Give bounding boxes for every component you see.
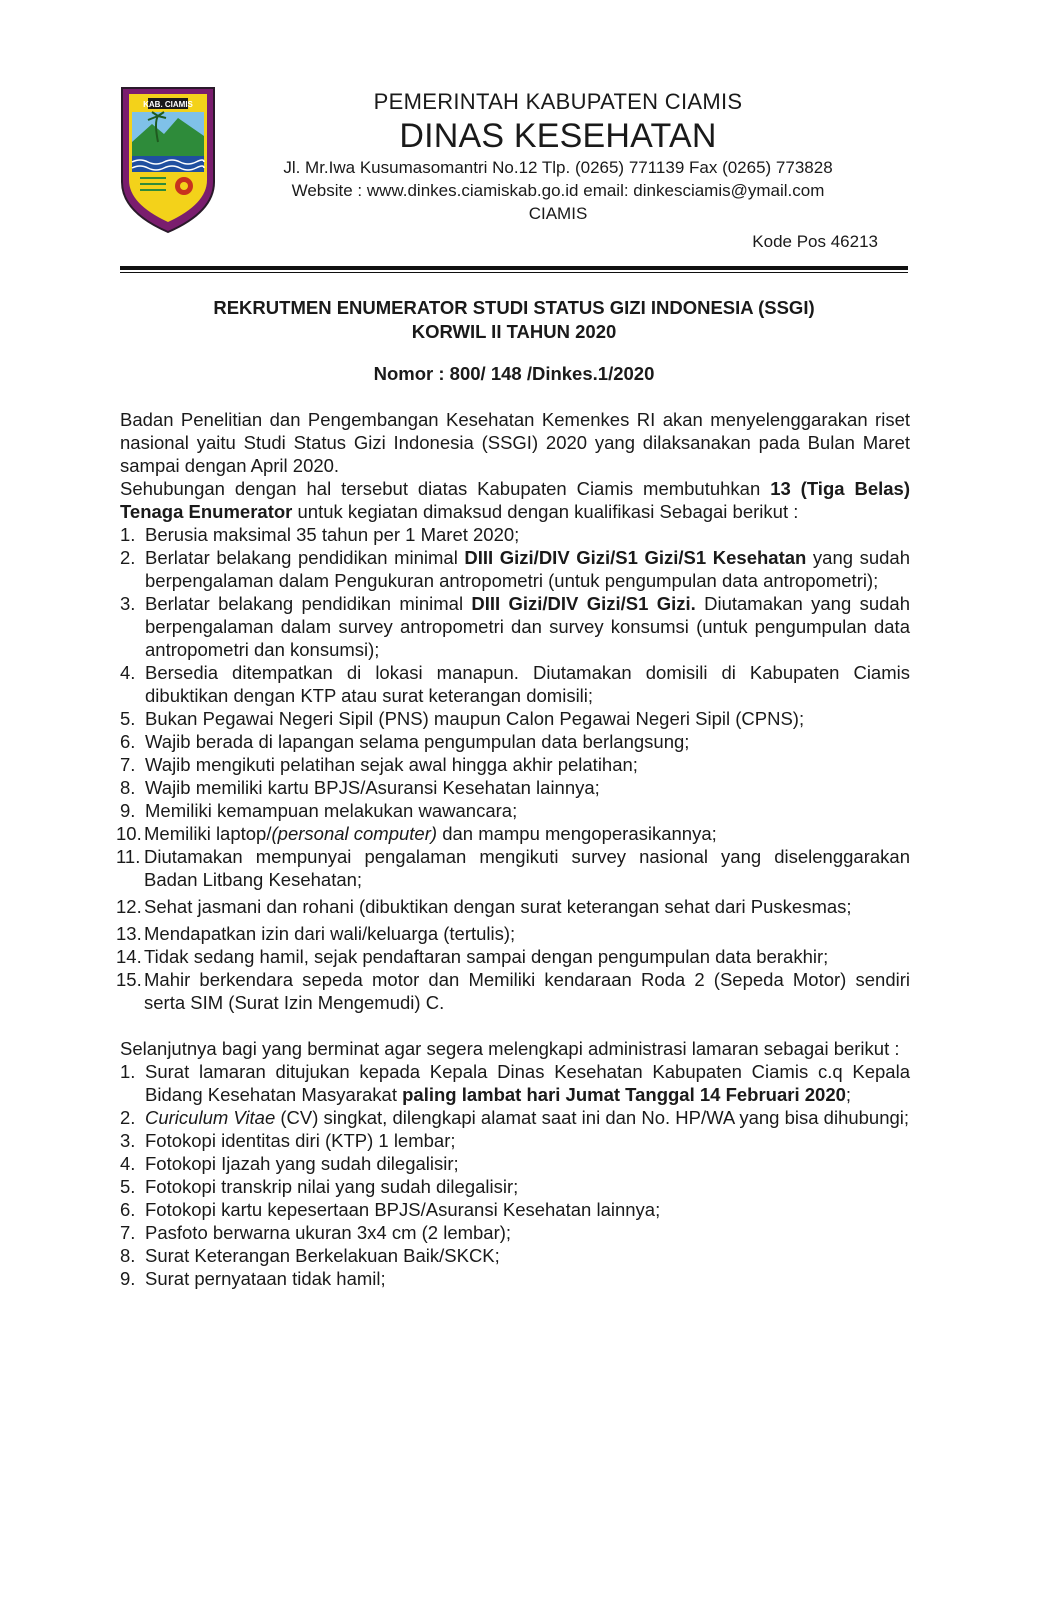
title-line-1: REKRUTMEN ENUMERATOR STUDI STATUS GIZI INDONESIA (SSGI) bbox=[213, 297, 815, 318]
list-item: 5. Fotokopi transkrip nilai yang sudah dilegalisir; bbox=[120, 1176, 519, 1197]
list-item: 13. Mendapatkan izin dari wali/keluarga (tertulis); bbox=[116, 923, 516, 944]
list-item: 12. Sehat jasmani dan rohani (dibuktikan dengan surat keterangan sehat dari Puskesmas; bbox=[116, 896, 852, 917]
letterhead-text bbox=[228, 88, 888, 225]
title-line-2: KORWIL II TAHUN 2020 bbox=[411, 321, 617, 342]
list-item: 1. Surat lamaran ditujukan kepada Kepala Dinas Kesehatan Kabupaten Ciamis c.q Kepala Bidang Kesehatan Masyarakat paling lambat hari Jumat Tanggal 14 Februari 2020; bbox=[120, 1061, 910, 1105]
document-body bbox=[116, 408, 911, 1290]
city: CIAMIS bbox=[528, 204, 588, 223]
list-item: 8. Surat Keterangan Berkelakuan Baik/SKCK; bbox=[120, 1245, 500, 1266]
document-number: Nomor : 800/ 148 /Dinkes.1/2020 bbox=[373, 363, 655, 384]
ciamis-emblem-logo bbox=[118, 82, 218, 236]
list-item: 6. Fotokopi kartu kepesertaan BPJS/Asuransi Kesehatan lainnya; bbox=[120, 1199, 661, 1220]
list-item: 7. Pasfoto berwarna ukuran 3x4 cm (2 lembar); bbox=[120, 1222, 512, 1243]
list-item: 3. Berlatar belakang pendidikan minimal DIII Gizi/DIV Gizi/S1 Gizi. Diutamakan yang sudah berpengalaman dalam survey antropometri dan survey konsumsi (untuk pengumpulan data antropometri dan konsumsi); bbox=[120, 593, 910, 660]
list-item: 10. Memiliki laptop/(personal computer) dan mampu mengoperasikannya; bbox=[116, 823, 717, 844]
list-item: 5. Bukan Pegawai Negeri Sipil (PNS) maupun Calon Pegawai Negeri Sipil (CPNS); bbox=[120, 708, 805, 729]
list-item: 3. Fotokopi identitas diri (KTP) 1 lembar; bbox=[120, 1130, 456, 1151]
list-item: 2. Berlatar belakang pendidikan minimal DIII Gizi/DIV Gizi/S1 Gizi/S1 Kesehatan yang sudah berpengalaman dalam Pengukuran antropometri (untuk pengumpulan data antropometri); bbox=[120, 547, 911, 591]
list-item: 11. Diutamakan mempunyai pengalaman mengikuti survey nasional yang diselenggarakan Badan Litbang Kesehatan; bbox=[116, 846, 910, 890]
list-item: 15. Mahir berkendara sepeda motor dan Memiliki kendaraan Roda 2 (Sepeda Motor) sendiri serta SIM (Surat Izin Mengemudi) C. bbox=[116, 969, 910, 1013]
list-item: 8. Wajib memiliki kartu BPJS/Asuransi Kesehatan lainnya; bbox=[120, 777, 600, 798]
document-title bbox=[120, 296, 908, 344]
list-item: 7. Wajib mengikuti pelatihan sejak awal hingga akhir pelatihan; bbox=[120, 754, 638, 775]
government-name: PEMERINTAH KABUPATEN CIAMIS bbox=[373, 89, 743, 114]
application-requirements-list bbox=[120, 1060, 910, 1290]
header-divider-thin bbox=[120, 272, 908, 273]
website-email: Website : www.dinkes.ciamiskab.go.id email: dinkesciamis@ymail.com bbox=[291, 181, 825, 200]
department-name: DINAS KESEHATAN bbox=[399, 117, 717, 155]
list-item: 4. Bersedia ditempatkan di lokasi manapun. Diutamakan domisili di Kabupaten Ciamis dibuktikan dengan KTP atau surat keterangan domisili; bbox=[120, 662, 910, 706]
intro-paragraph: Badan Penelitian dan Pengembangan Kesehatan Kemenkes RI akan menyelenggarakan riset nasional yaitu Studi Status Gizi Indonesia (SSGI) 2020 yang dilaksanakan pada Bulan Maret sampai dengan April 2020. bbox=[120, 409, 910, 476]
list-item: 4. Fotokopi Ijazah yang sudah dilegalisir; bbox=[120, 1153, 459, 1174]
list-item: 2. Curiculum Vitae (CV) singkat, dilengkapi alamat saat ini dan No. HP/WA yang bisa dihubungi; bbox=[120, 1107, 910, 1128]
list-item: 1. Berusia maksimal 35 tahun per 1 Maret 2020; bbox=[120, 524, 520, 545]
list-item: 9. Memiliki kemampuan melakukan wawancara; bbox=[120, 800, 518, 821]
svg-text:KAB. CIAMIS: KAB. CIAMIS bbox=[143, 100, 193, 109]
letterhead bbox=[118, 82, 908, 272]
postal-code: Kode Pos 46213 bbox=[752, 232, 878, 251]
requirement-intro: Sehubungan dengan hal tersebut diatas Kabupaten Ciamis membutuhkan 13 (Tiga Belas) Tenaga Enumerator untuk kegiatan dimaksud dengan kualifikasi Sebagai berikut : bbox=[120, 478, 910, 522]
list-item: 6. Wajib berada di lapangan selama pengumpulan data berlangsung; bbox=[120, 731, 690, 752]
application-intro: Selanjutnya bagi yang berminat agar segera melengkapi administrasi lamaran sebagai berikut : bbox=[120, 1038, 900, 1059]
address: Jl. Mr.Iwa Kusumasomantri No.12 Tlp. (0265) 771139 Fax (0265) 773828 bbox=[283, 158, 833, 177]
header-divider bbox=[120, 266, 908, 270]
list-item: 9. Surat pernyataan tidak hamil; bbox=[120, 1268, 386, 1289]
list-item: 14. Tidak sedang hamil, sejak pendaftaran sampai dengan pengumpulan data berakhir; bbox=[116, 946, 829, 967]
qualification-list bbox=[116, 523, 911, 1014]
